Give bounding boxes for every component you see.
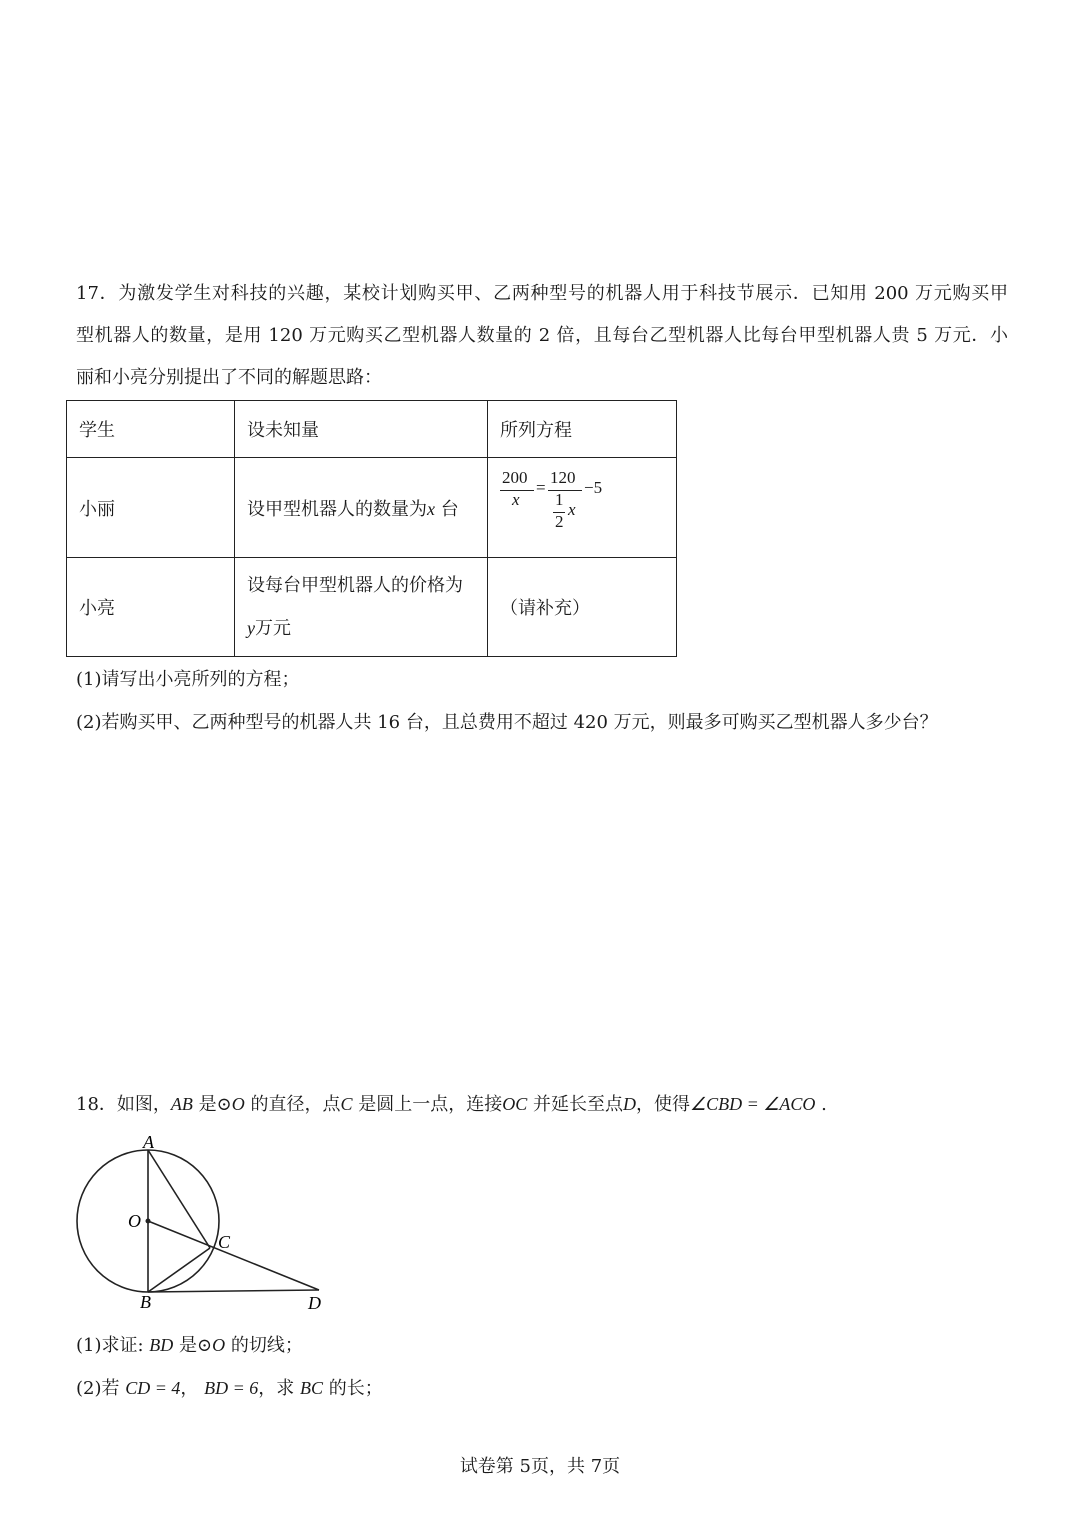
- segment-od: [148, 1221, 319, 1290]
- q18-c: C: [340, 1094, 353, 1114]
- label-o: O: [128, 1211, 141, 1231]
- q17-line-1: 17．为激发学生对科技的兴趣，某校计划购买甲、乙两种型号的机器人用于科技节展示．已知用 200 万元购买甲: [76, 283, 1008, 304]
- q18-sub1-pre: (1)求证:: [76, 1335, 150, 1356]
- unknown-xiaoliang-line1: 设每台甲型机器人的价格为: [247, 574, 463, 596]
- fraction-equation: [500, 468, 650, 548]
- label-a: A: [143, 1132, 154, 1152]
- q18-sub2-post: 的长；: [323, 1378, 383, 1399]
- unit-wanyuan: 万元: [255, 617, 291, 639]
- eq-rhs-bar: [548, 490, 582, 491]
- header-equation: 所列方程: [488, 401, 677, 458]
- equation-xiaoliang: （请补充）: [488, 558, 677, 657]
- q18-sub2-mid2: ，求: [258, 1378, 300, 1399]
- eq-rhs-half-num: 1: [555, 489, 564, 509]
- label-d: D: [308, 1293, 321, 1313]
- q18-angle-equation: ∠CBD = ∠ACO: [689, 1094, 816, 1114]
- table-row: [67, 558, 677, 657]
- header-unknown: 设未知量: [235, 401, 488, 458]
- unknown-xiaoli-text: 设甲型机器人的数量为: [247, 498, 427, 520]
- q18-sub2-cd: CD = 4: [125, 1378, 181, 1398]
- q18-sub2-pre: (2)若: [76, 1378, 126, 1399]
- eq-equals: =: [536, 477, 546, 497]
- segment-bd: [148, 1290, 319, 1292]
- header-student: 学生: [67, 401, 235, 458]
- var-y: y: [247, 617, 255, 638]
- q18-sub1-post: 的切线；: [225, 1335, 303, 1356]
- student-xiaoliang: 小亮: [67, 558, 235, 657]
- question-17-text: [76, 273, 1008, 399]
- q18-t1: 18．如图，: [76, 1094, 171, 1115]
- q18-t7: .: [815, 1094, 827, 1115]
- label-b: B: [140, 1292, 151, 1312]
- eq-minus-five: −5: [584, 477, 603, 497]
- q18-sub1-o: O: [212, 1335, 226, 1355]
- unknown-xiaoliang-line2: [247, 607, 475, 650]
- q18-sub-2: [76, 1373, 383, 1404]
- q18-sub-1: [76, 1330, 303, 1361]
- center-dot: [146, 1219, 151, 1224]
- label-c: C: [218, 1232, 231, 1252]
- circle-figure: [66, 1130, 346, 1315]
- table-row: [67, 458, 677, 558]
- q18-d: D: [622, 1094, 636, 1114]
- q18-t3: 的直径，点: [244, 1094, 341, 1115]
- q18-oc: OC: [502, 1094, 528, 1114]
- eq-rhs-numerator: 120: [550, 467, 576, 487]
- q18-ab: AB: [170, 1094, 193, 1114]
- eq-lhs-denominator: x: [512, 489, 520, 509]
- q17-sub-1: (1)请写出小亮所列的方程；: [76, 669, 300, 690]
- solution-table: [66, 400, 677, 657]
- q18-t5: 并延长至点: [527, 1094, 623, 1115]
- question-18-text: [76, 1089, 827, 1120]
- eq-rhs-var: x: [568, 499, 576, 519]
- q18-sub2-bd: BD = 6: [204, 1378, 259, 1398]
- var-x: x: [427, 498, 435, 519]
- q18-o: O: [231, 1094, 245, 1114]
- student-xiaoli: 小丽: [67, 458, 235, 558]
- equation-xiaoli: [488, 458, 677, 558]
- q18-sub1-bd: BD: [149, 1335, 174, 1355]
- eq-rhs-half-den: 2: [555, 511, 564, 531]
- q17-line-3: 丽和小亮分别提出了不同的解题思路：: [76, 367, 382, 388]
- unknown-xiaoliang: [235, 558, 488, 657]
- table-header-row: [67, 401, 677, 458]
- q18-t4: 是圆上一点，连接: [352, 1094, 503, 1115]
- q17-sub-2: (2)若购买甲、乙两种型号的机器人共 16 台，且总费用不超过 420 万元，则最多可购买乙型机器人多少台？: [76, 712, 938, 733]
- q18-sub1-mid: 是⊙: [173, 1335, 213, 1356]
- eq-lhs-numerator: 200: [502, 467, 528, 487]
- q18-sub2-mid: ，: [180, 1378, 205, 1399]
- q18-t6: ，使得: [635, 1094, 690, 1115]
- unit-tai: 台: [435, 498, 459, 520]
- unknown-xiaoli: [235, 458, 488, 558]
- q17-line-2: 型机器人的数量，是用 120 万元购买乙型机器人数量的 2 倍，且每台乙型机器人比每台甲型机器人贵 5 万元．小: [76, 325, 1008, 346]
- q18-t2: 是⊙: [192, 1094, 232, 1115]
- q18-sub2-bc: BC: [299, 1378, 323, 1398]
- page-footer: 试卷第 5页，共 7页: [459, 1456, 621, 1477]
